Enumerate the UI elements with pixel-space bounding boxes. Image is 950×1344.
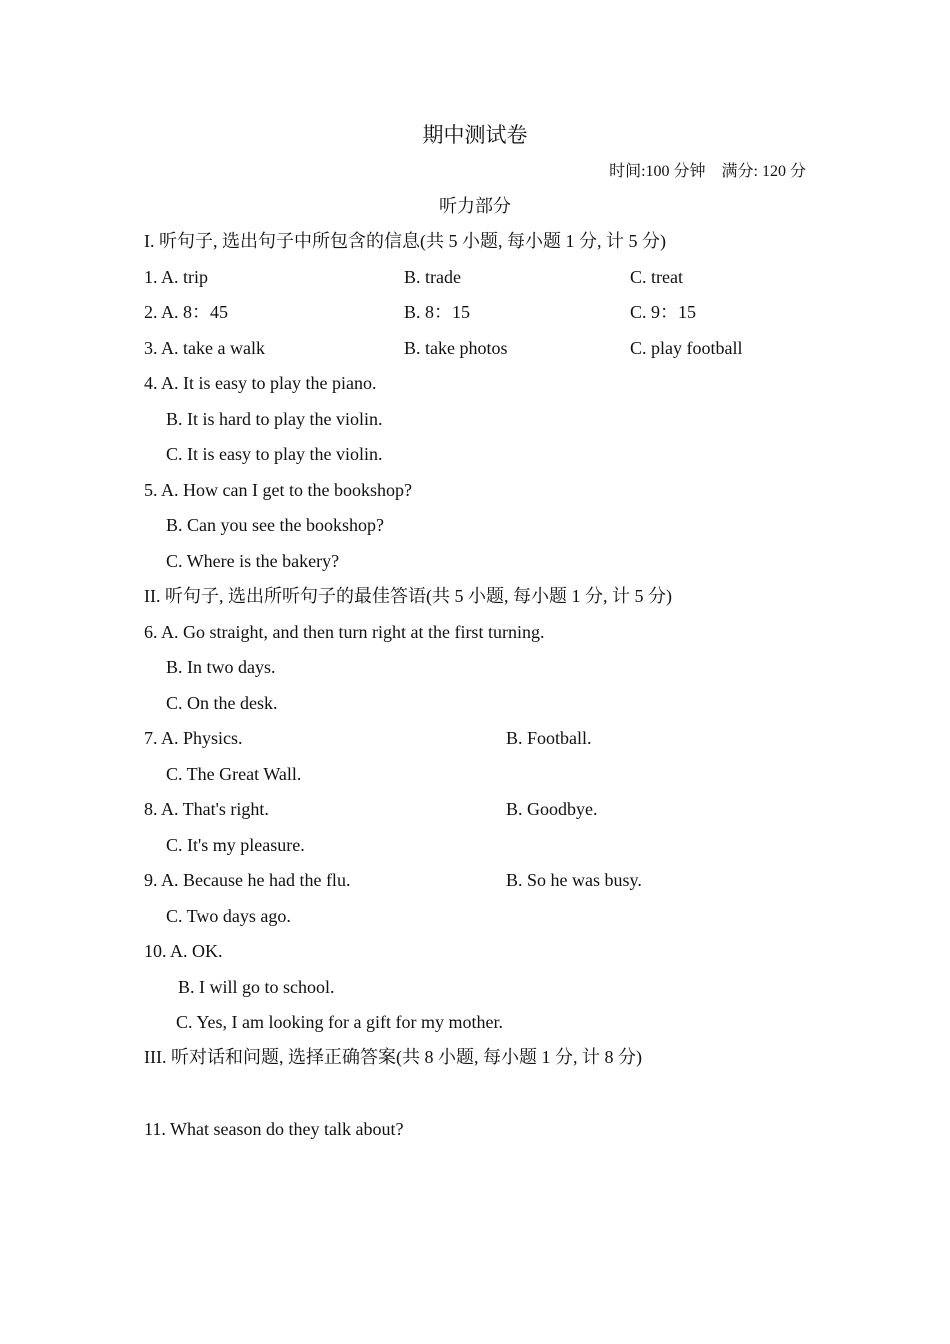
q9-option-a: 9. A. Because he had the flu. [144,870,351,890]
q8-option-a: 8. A. That's right. [144,799,269,819]
q8-option-b: B. Goodbye. [506,799,598,819]
section-heading-3: III. 听对话和问题, 选择正确答案(共 8 小题, 每小题 1 分, 计 8 分) [144,1047,642,1067]
q2-option-a: 2. A. 8：45 [144,302,229,322]
q2-option-c: C. 9：15 [630,302,697,322]
q8-option-c: C. It's my pleasure. [166,835,305,855]
q3-option-a: 3. A. take a walk [144,338,265,358]
q2-option-b: B. 8：15 [404,302,471,322]
q11-question: 11. What season do they talk about? [144,1119,404,1139]
page-title: 期中测试卷 [422,123,528,147]
q10-option-a: 10. A. OK. [144,941,223,961]
q5-option-b: B. Can you see the bookshop? [166,515,384,535]
q7-option-b: B. Football. [506,728,592,748]
q6-option-c: C. On the desk. [166,693,278,713]
q1-option-c: C. treat [630,267,683,287]
q4-option-a: 4. A. It is easy to play the piano. [144,373,377,393]
q7-option-a: 7. A. Physics. [144,728,243,748]
q4-option-c: C. It is easy to play the violin. [166,444,383,464]
q7-option-c: C. The Great Wall. [166,764,302,784]
q9-option-c: C. Two days ago. [166,906,291,926]
q4-option-b: B. It is hard to play the violin. [166,409,383,429]
part-heading: 听力部分 [439,196,511,216]
q1-option-a: 1. A. trip [144,267,209,287]
q3-option-b: B. take photos [404,338,508,358]
q1-option-b: B. trade [404,267,461,287]
q3-option-c: C. play football [630,338,743,358]
q5-option-c: C. Where is the bakery? [166,551,340,571]
q6-option-a: 6. A. Go straight, and then turn right at the first turning. [144,622,545,642]
q6-option-b: B. In two days. [166,657,276,677]
q9-option-b: B. So he was busy. [506,870,642,890]
q5-option-a: 5. A. How can I get to the bookshop? [144,480,412,500]
full-score: 满分: 120 分 [721,163,806,180]
q10-option-c: C. Yes, I am looking for a gift for my mother. [176,1012,503,1032]
exam-meta [609,161,806,183]
q10-option-b: B. I will go to school. [178,977,335,997]
time-limit: 时间:100 分钟 [609,163,706,180]
section-heading-2: II. 听句子, 选出所听句子的最佳答语(共 5 小题, 每小题 1 分, 计 5 分) [144,586,672,606]
section-heading-1: I. 听句子, 选出句子中所包含的信息(共 5 小题, 每小题 1 分, 计 5 分) [144,231,666,251]
